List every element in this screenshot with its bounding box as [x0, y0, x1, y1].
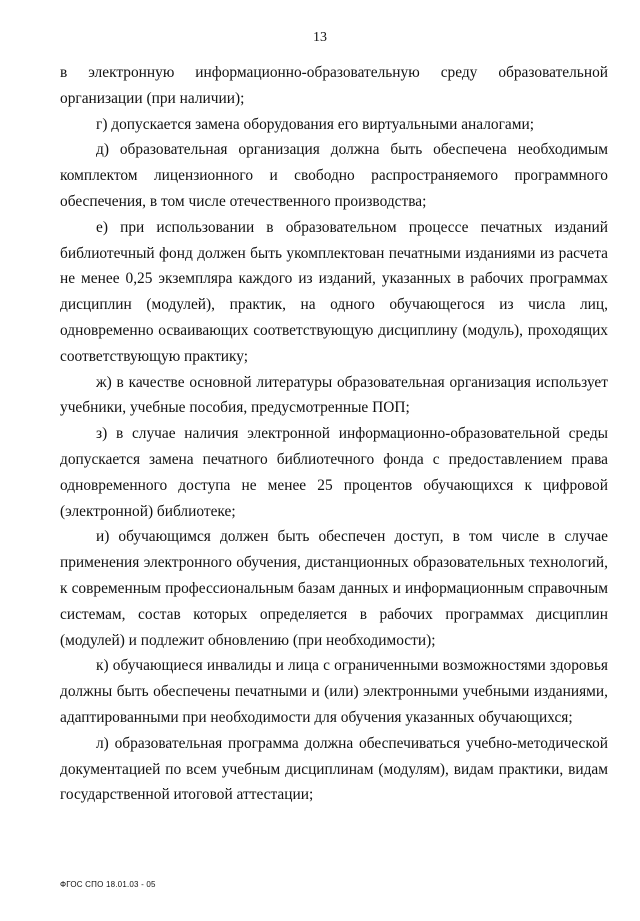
- document-body: [60, 60, 608, 808]
- paragraph-item-i: и) обучающимся должен быть обеспечен доступ, в том числе в случае применения электронного обучения, дистанционных образовательных технологий, к современным профессиональным базам данных и информационным справочным системам, состав которых определяется в рабочих программах дисциплин (модулей) и подлежит обновлению (при необходимости);: [60, 528, 608, 649]
- paragraph-item-d: д) образовательная организация должна быть обеспечена необходимым комплектом лицензионного и свободно распространяемого программного обеспечения, в том числе отечественного производства;: [60, 141, 608, 210]
- paragraph-item-g: г) допускается замена оборудования его виртуальными аналогами;: [96, 115, 534, 133]
- paragraph-item-k: к) обучающиеся инвалиды и лица с ограниченными возможностями здоровья должны быть обеспечены печатными и (или) электронными учебными изданиями, адаптированными при необходимости для обучения указанных обучающихся;: [60, 657, 608, 726]
- paragraph-item-e: е) при использовании в образовательном процессе печатных изданий библиотечный фонд должен быть укомплектован печатными изданиями из расчета не менее 0,25 экземпляра каждого из изданий, указанных в рабочих программах дисциплин (модулей), практик, на одного обучающегося из числа лиц, одновременно осваивающих соответствующую дисциплину (модуль), проходящих соответствующую практику;: [60, 218, 608, 365]
- paragraph-item-z: з) в случае наличия электронной информационно-образовательной среды допускается замена печатного библиотечного фонда с предоставлением права одновременного доступа не менее 25 процентов обучающихся к цифровой (электронной) библиотеке;: [60, 425, 608, 520]
- page-number: 13: [313, 30, 327, 45]
- paragraph-continuation: в электронную информационно-образовательную среду образовательной организации (при наличии);: [60, 64, 608, 107]
- paragraph-item-l: л) образовательная программа должна обеспечиваться учебно-методической документацией по всем учебным дисциплинам (модулям), видам практики, видам государственной итоговой аттестации;: [60, 734, 608, 804]
- document-footer: ФГОС СПО 18.01.03 - 05: [60, 880, 156, 889]
- paragraph-item-zh: ж) в качестве основной литературы образовательная организация использует учебники, учебные пособия, предусмотренные ПОП;: [60, 373, 608, 417]
